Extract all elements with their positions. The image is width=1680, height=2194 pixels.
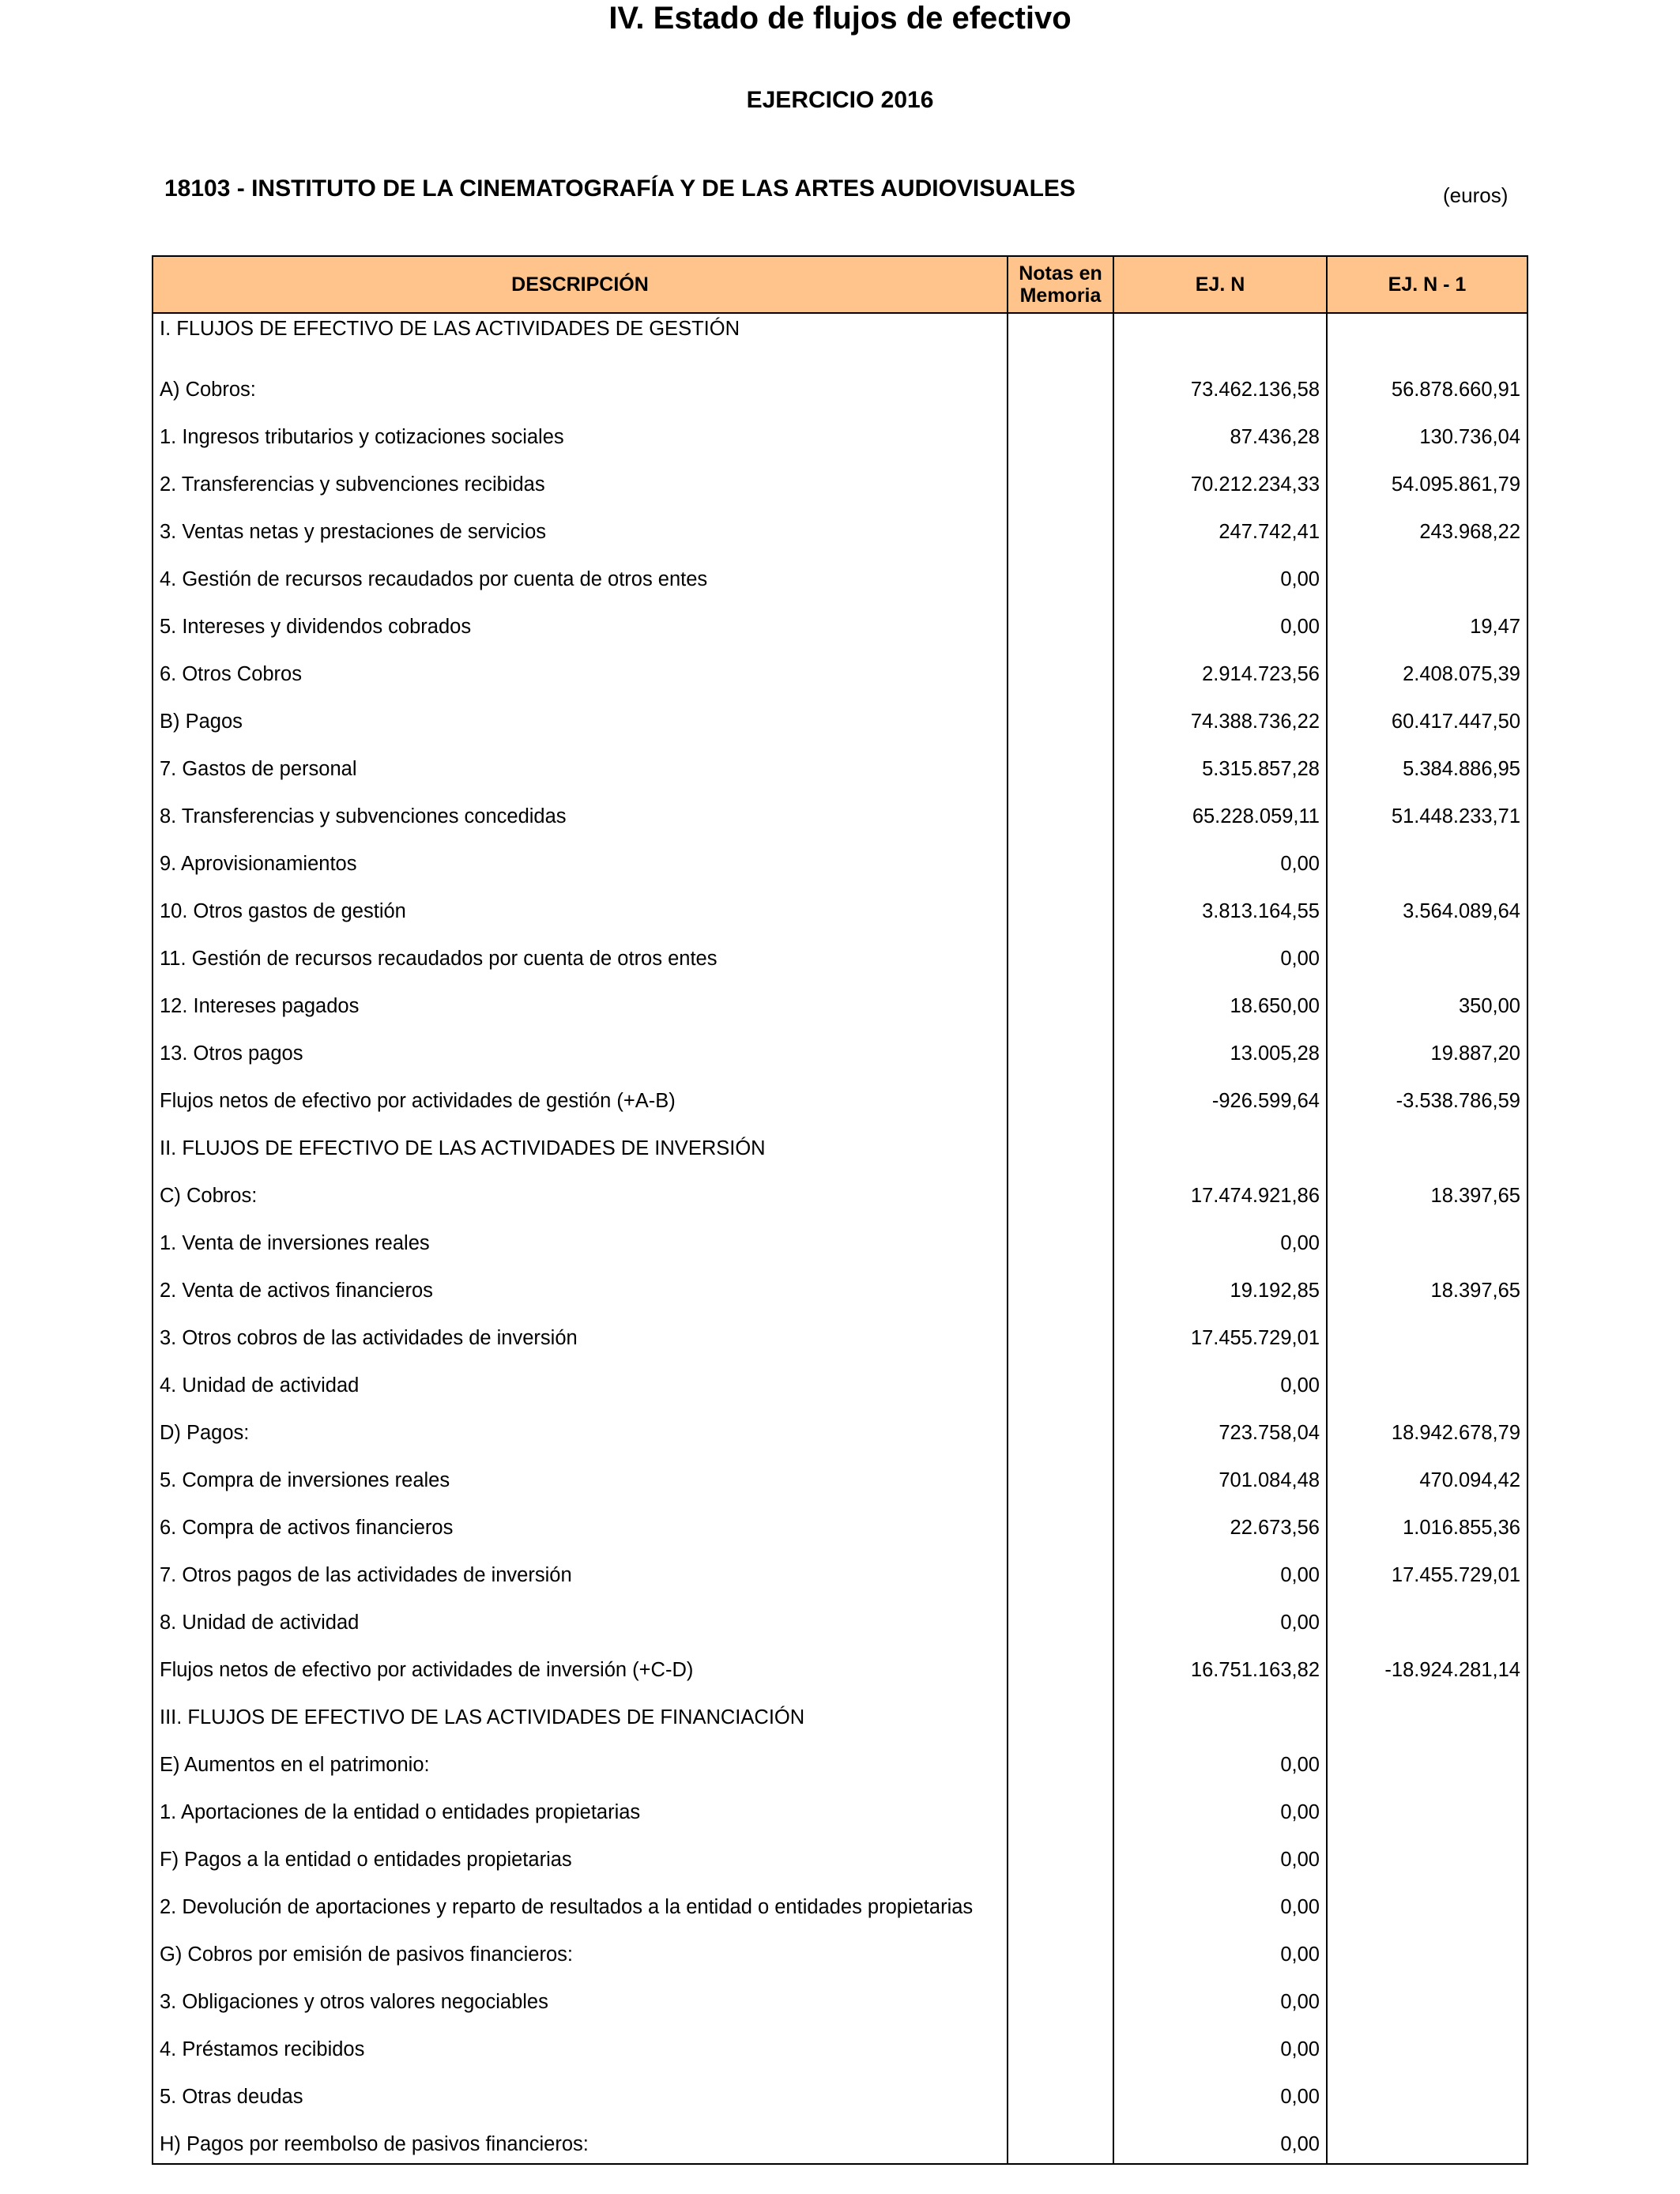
table-row bbox=[153, 883, 1527, 930]
row-value-year-n: 0,00 bbox=[1113, 1215, 1327, 1262]
row-description: 8. Unidad de actividad bbox=[153, 1594, 1008, 1642]
row-notes bbox=[1008, 788, 1113, 835]
row-notes bbox=[1008, 741, 1113, 788]
row-notes bbox=[1008, 409, 1113, 456]
row-value-year-n1: 18.397,65 bbox=[1327, 1167, 1527, 1215]
cash-flow-table bbox=[152, 255, 1528, 2165]
row-value-year-n1: 18.942.678,79 bbox=[1327, 1404, 1527, 1452]
row-notes bbox=[1008, 1547, 1113, 1594]
row-value-year-n1: 470.094,42 bbox=[1327, 1452, 1527, 1499]
row-value-year-n1 bbox=[1327, 1120, 1527, 1167]
row-value-year-n: 0,00 bbox=[1113, 1594, 1327, 1642]
row-value-year-n1: -18.924.281,14 bbox=[1327, 1642, 1527, 1689]
table-row bbox=[153, 1594, 1527, 1642]
table-row bbox=[153, 693, 1527, 741]
row-value-year-n1 bbox=[1327, 1784, 1527, 1831]
row-value-year-n: 701.084,48 bbox=[1113, 1452, 1327, 1499]
row-description: G) Cobros por emisión de pasivos financieros: bbox=[153, 1926, 1008, 1973]
row-value-year-n1: 5.384.886,95 bbox=[1327, 741, 1527, 788]
row-description: 8. Transferencias y subvenciones concedidas bbox=[153, 788, 1008, 835]
row-notes bbox=[1008, 598, 1113, 646]
row-description: II. FLUJOS DE EFECTIVO DE LAS ACTIVIDADES DE INVERSIÓN bbox=[153, 1120, 1008, 1167]
table-row bbox=[153, 1452, 1527, 1499]
row-value-year-n: 0,00 bbox=[1113, 1973, 1327, 2021]
row-notes bbox=[1008, 1973, 1113, 2021]
row-value-year-n1: 17.455.729,01 bbox=[1327, 1547, 1527, 1594]
row-value-year-n: 74.388.736,22 bbox=[1113, 693, 1327, 741]
row-notes bbox=[1008, 551, 1113, 598]
table-row bbox=[153, 1357, 1527, 1404]
row-description: 13. Otros pagos bbox=[153, 1025, 1008, 1072]
row-value-year-n: 0,00 bbox=[1113, 1784, 1327, 1831]
column-header-notes: Notas en Memoria bbox=[1008, 256, 1113, 313]
row-description: 2. Devolución de aportaciones y reparto de resultados a la entidad o entidades propietarias bbox=[153, 1879, 1008, 1926]
row-notes bbox=[1008, 456, 1113, 503]
row-value-year-n1 bbox=[1327, 551, 1527, 598]
row-description: 6. Compra de activos financieros bbox=[153, 1499, 1008, 1547]
row-description: 9. Aprovisionamientos bbox=[153, 835, 1008, 883]
row-description: B) Pagos bbox=[153, 693, 1008, 741]
row-value-year-n: 0,00 bbox=[1113, 1357, 1327, 1404]
row-value-year-n: 87.436,28 bbox=[1113, 409, 1327, 456]
row-value-year-n: 2.914.723,56 bbox=[1113, 646, 1327, 693]
table-row bbox=[153, 1973, 1527, 2021]
page-title: IV. Estado de flujos de efectivo bbox=[608, 1, 1072, 36]
table-row bbox=[153, 1642, 1527, 1689]
row-notes bbox=[1008, 1215, 1113, 1262]
row-value-year-n: 18.650,00 bbox=[1113, 978, 1327, 1025]
row-value-year-n1 bbox=[1327, 1215, 1527, 1262]
table-row bbox=[153, 361, 1527, 409]
table-row bbox=[153, 646, 1527, 693]
row-notes bbox=[1008, 503, 1113, 551]
table-header-row bbox=[153, 256, 1527, 313]
row-value-year-n1 bbox=[1327, 2116, 1527, 2164]
row-description: 10. Otros gastos de gestión bbox=[153, 883, 1008, 930]
row-notes bbox=[1008, 1120, 1113, 1167]
row-value-year-n: 73.462.136,58 bbox=[1113, 361, 1327, 409]
table-row bbox=[153, 1215, 1527, 1262]
entity-name: 18103 - INSTITUTO DE LA CINEMATOGRAFÍA Y DE LAS ARTES AUDIOVISUALES bbox=[164, 175, 1075, 202]
row-value-year-n bbox=[1113, 1120, 1327, 1167]
row-notes bbox=[1008, 1262, 1113, 1310]
table-row bbox=[153, 1120, 1527, 1167]
exercise-year: EJERCICIO 2016 bbox=[746, 87, 934, 113]
row-description: D) Pagos: bbox=[153, 1404, 1008, 1452]
row-notes bbox=[1008, 1879, 1113, 1926]
row-notes bbox=[1008, 1784, 1113, 1831]
row-value-year-n1: 2.408.075,39 bbox=[1327, 646, 1527, 693]
row-value-year-n1: 51.448.233,71 bbox=[1327, 788, 1527, 835]
table-row bbox=[153, 741, 1527, 788]
row-description: 4. Gestión de recursos recaudados por cuenta de otros entes bbox=[153, 551, 1008, 598]
row-value-year-n1 bbox=[1327, 2021, 1527, 2068]
row-value-year-n: 70.212.234,33 bbox=[1113, 456, 1327, 503]
row-notes bbox=[1008, 1167, 1113, 1215]
row-description: 4. Préstamos recibidos bbox=[153, 2021, 1008, 2068]
table-row bbox=[153, 1879, 1527, 1926]
row-value-year-n: 0,00 bbox=[1113, 1926, 1327, 1973]
row-description: 7. Gastos de personal bbox=[153, 741, 1008, 788]
table-row bbox=[153, 788, 1527, 835]
row-value-year-n: -926.599,64 bbox=[1113, 1072, 1327, 1120]
row-description: I. FLUJOS DE EFECTIVO DE LAS ACTIVIDADES DE GESTIÓN bbox=[153, 313, 1008, 361]
row-notes bbox=[1008, 1926, 1113, 1973]
table-row bbox=[153, 1736, 1527, 1784]
row-description: 1. Venta de inversiones reales bbox=[153, 1215, 1008, 1262]
row-description: 5. Compra de inversiones reales bbox=[153, 1452, 1008, 1499]
row-description: E) Aumentos en el patrimonio: bbox=[153, 1736, 1008, 1784]
row-value-year-n1 bbox=[1327, 1736, 1527, 1784]
row-notes bbox=[1008, 930, 1113, 978]
column-header-year-n: EJ. N bbox=[1113, 256, 1327, 313]
table-row bbox=[153, 551, 1527, 598]
row-description: 1. Ingresos tributarios y cotizaciones sociales bbox=[153, 409, 1008, 456]
row-value-year-n1 bbox=[1327, 835, 1527, 883]
row-value-year-n1 bbox=[1327, 1357, 1527, 1404]
row-value-year-n1: 350,00 bbox=[1327, 978, 1527, 1025]
row-value-year-n: 0,00 bbox=[1113, 2068, 1327, 2116]
row-value-year-n: 723.758,04 bbox=[1113, 1404, 1327, 1452]
row-description: 3. Ventas netas y prestaciones de servicios bbox=[153, 503, 1008, 551]
row-notes bbox=[1008, 1404, 1113, 1452]
row-value-year-n: 247.742,41 bbox=[1113, 503, 1327, 551]
row-value-year-n1: 19.887,20 bbox=[1327, 1025, 1527, 1072]
row-value-year-n: 3.813.164,55 bbox=[1113, 883, 1327, 930]
row-value-year-n1: 18.397,65 bbox=[1327, 1262, 1527, 1310]
row-value-year-n1 bbox=[1327, 1973, 1527, 2021]
table-row bbox=[153, 1926, 1527, 1973]
table-row bbox=[153, 835, 1527, 883]
row-notes bbox=[1008, 1736, 1113, 1784]
row-value-year-n1 bbox=[1327, 1926, 1527, 1973]
row-description: 12. Intereses pagados bbox=[153, 978, 1008, 1025]
row-description: Flujos netos de efectivo por actividades de gestión (+A-B) bbox=[153, 1072, 1008, 1120]
row-notes bbox=[1008, 1072, 1113, 1120]
row-value-year-n1: 3.564.089,64 bbox=[1327, 883, 1527, 930]
row-notes bbox=[1008, 1642, 1113, 1689]
table-row bbox=[153, 409, 1527, 456]
row-value-year-n1: 243.968,22 bbox=[1327, 503, 1527, 551]
row-notes bbox=[1008, 1831, 1113, 1879]
row-description: F) Pagos a la entidad o entidades propietarias bbox=[153, 1831, 1008, 1879]
row-value-year-n1 bbox=[1327, 2068, 1527, 2116]
row-notes bbox=[1008, 1452, 1113, 1499]
row-notes bbox=[1008, 313, 1113, 361]
currency-units: (euros) bbox=[1443, 183, 1509, 207]
row-value-year-n1: 1.016.855,36 bbox=[1327, 1499, 1527, 1547]
column-header-description: DESCRIPCIÓN bbox=[153, 256, 1008, 313]
table-row bbox=[153, 456, 1527, 503]
row-notes bbox=[1008, 1310, 1113, 1357]
row-value-year-n: 17.474.921,86 bbox=[1113, 1167, 1327, 1215]
row-value-year-n1 bbox=[1327, 1594, 1527, 1642]
table-row bbox=[153, 1547, 1527, 1594]
row-description: H) Pagos por reembolso de pasivos financieros: bbox=[153, 2116, 1008, 2164]
row-notes bbox=[1008, 883, 1113, 930]
row-value-year-n1 bbox=[1327, 930, 1527, 978]
row-description: 11. Gestión de recursos recaudados por cuenta de otros entes bbox=[153, 930, 1008, 978]
row-notes bbox=[1008, 1499, 1113, 1547]
row-value-year-n bbox=[1113, 1689, 1327, 1736]
row-value-year-n1 bbox=[1327, 1310, 1527, 1357]
row-value-year-n: 0,00 bbox=[1113, 1879, 1327, 1926]
row-description: 7. Otros pagos de las actividades de inversión bbox=[153, 1547, 1008, 1594]
row-description: 6. Otros Cobros bbox=[153, 646, 1008, 693]
row-value-year-n: 0,00 bbox=[1113, 598, 1327, 646]
row-description: 3. Obligaciones y otros valores negociables bbox=[153, 1973, 1008, 2021]
row-value-year-n1: 56.878.660,91 bbox=[1327, 361, 1527, 409]
table-row bbox=[153, 1310, 1527, 1357]
row-description: 1. Aportaciones de la entidad o entidades propietarias bbox=[153, 1784, 1008, 1831]
row-notes bbox=[1008, 1025, 1113, 1072]
row-value-year-n: 65.228.059,11 bbox=[1113, 788, 1327, 835]
table-row bbox=[153, 2021, 1527, 2068]
row-description: 2. Transferencias y subvenciones recibidas bbox=[153, 456, 1008, 503]
row-value-year-n1: 60.417.447,50 bbox=[1327, 693, 1527, 741]
table-row bbox=[153, 1784, 1527, 1831]
row-value-year-n: 0,00 bbox=[1113, 1547, 1327, 1594]
row-value-year-n1: 130.736,04 bbox=[1327, 409, 1527, 456]
row-value-year-n: 0,00 bbox=[1113, 2116, 1327, 2164]
table-row bbox=[153, 598, 1527, 646]
table-row bbox=[153, 313, 1527, 361]
row-notes bbox=[1008, 835, 1113, 883]
row-description: 4. Unidad de actividad bbox=[153, 1357, 1008, 1404]
table-row bbox=[153, 503, 1527, 551]
row-value-year-n: 17.455.729,01 bbox=[1113, 1310, 1327, 1357]
row-value-year-n: 19.192,85 bbox=[1113, 1262, 1327, 1310]
table-row bbox=[153, 1025, 1527, 1072]
row-notes bbox=[1008, 2068, 1113, 2116]
table-row bbox=[153, 2068, 1527, 2116]
row-value-year-n: 0,00 bbox=[1113, 1831, 1327, 1879]
table-row bbox=[153, 1262, 1527, 1310]
table-row bbox=[153, 978, 1527, 1025]
row-notes bbox=[1008, 1689, 1113, 1736]
row-value-year-n: 22.673,56 bbox=[1113, 1499, 1327, 1547]
row-description: 5. Intereses y dividendos cobrados bbox=[153, 598, 1008, 646]
column-header-year-n1: EJ. N - 1 bbox=[1327, 256, 1527, 313]
row-notes bbox=[1008, 2116, 1113, 2164]
table-body bbox=[153, 313, 1527, 2164]
row-value-year-n: 0,00 bbox=[1113, 1736, 1327, 1784]
row-value-year-n1 bbox=[1327, 1831, 1527, 1879]
row-notes bbox=[1008, 693, 1113, 741]
row-notes bbox=[1008, 1357, 1113, 1404]
row-description: A) Cobros: bbox=[153, 361, 1008, 409]
table-row bbox=[153, 930, 1527, 978]
row-value-year-n1: 19,47 bbox=[1327, 598, 1527, 646]
table-row bbox=[153, 1499, 1527, 1547]
table-row bbox=[153, 1167, 1527, 1215]
row-value-year-n: 5.315.857,28 bbox=[1113, 741, 1327, 788]
table-row bbox=[153, 1072, 1527, 1120]
row-description: 3. Otros cobros de las actividades de inversión bbox=[153, 1310, 1008, 1357]
row-notes bbox=[1008, 2021, 1113, 2068]
row-value-year-n: 16.751.163,82 bbox=[1113, 1642, 1327, 1689]
row-notes bbox=[1008, 361, 1113, 409]
row-value-year-n1 bbox=[1327, 313, 1527, 361]
row-value-year-n: 13.005,28 bbox=[1113, 1025, 1327, 1072]
row-value-year-n1: -3.538.786,59 bbox=[1327, 1072, 1527, 1120]
table-row bbox=[153, 1689, 1527, 1736]
row-description: III. FLUJOS DE EFECTIVO DE LAS ACTIVIDADES DE FINANCIACIÓN bbox=[153, 1689, 1008, 1736]
table-row bbox=[153, 1404, 1527, 1452]
row-value-year-n: 0,00 bbox=[1113, 835, 1327, 883]
row-notes bbox=[1008, 978, 1113, 1025]
row-value-year-n1: 54.095.861,79 bbox=[1327, 456, 1527, 503]
row-description: 2. Venta de activos financieros bbox=[153, 1262, 1008, 1310]
row-notes bbox=[1008, 1594, 1113, 1642]
table-row bbox=[153, 2116, 1527, 2164]
row-value-year-n: 0,00 bbox=[1113, 2021, 1327, 2068]
row-value-year-n1 bbox=[1327, 1689, 1527, 1736]
row-notes bbox=[1008, 646, 1113, 693]
table-row bbox=[153, 1831, 1527, 1879]
row-description: 5. Otras deudas bbox=[153, 2068, 1008, 2116]
row-description: C) Cobros: bbox=[153, 1167, 1008, 1215]
row-value-year-n bbox=[1113, 313, 1327, 361]
row-value-year-n: 0,00 bbox=[1113, 930, 1327, 978]
row-description: Flujos netos de efectivo por actividades de inversión (+C-D) bbox=[153, 1642, 1008, 1689]
row-value-year-n: 0,00 bbox=[1113, 551, 1327, 598]
row-value-year-n1 bbox=[1327, 1879, 1527, 1926]
